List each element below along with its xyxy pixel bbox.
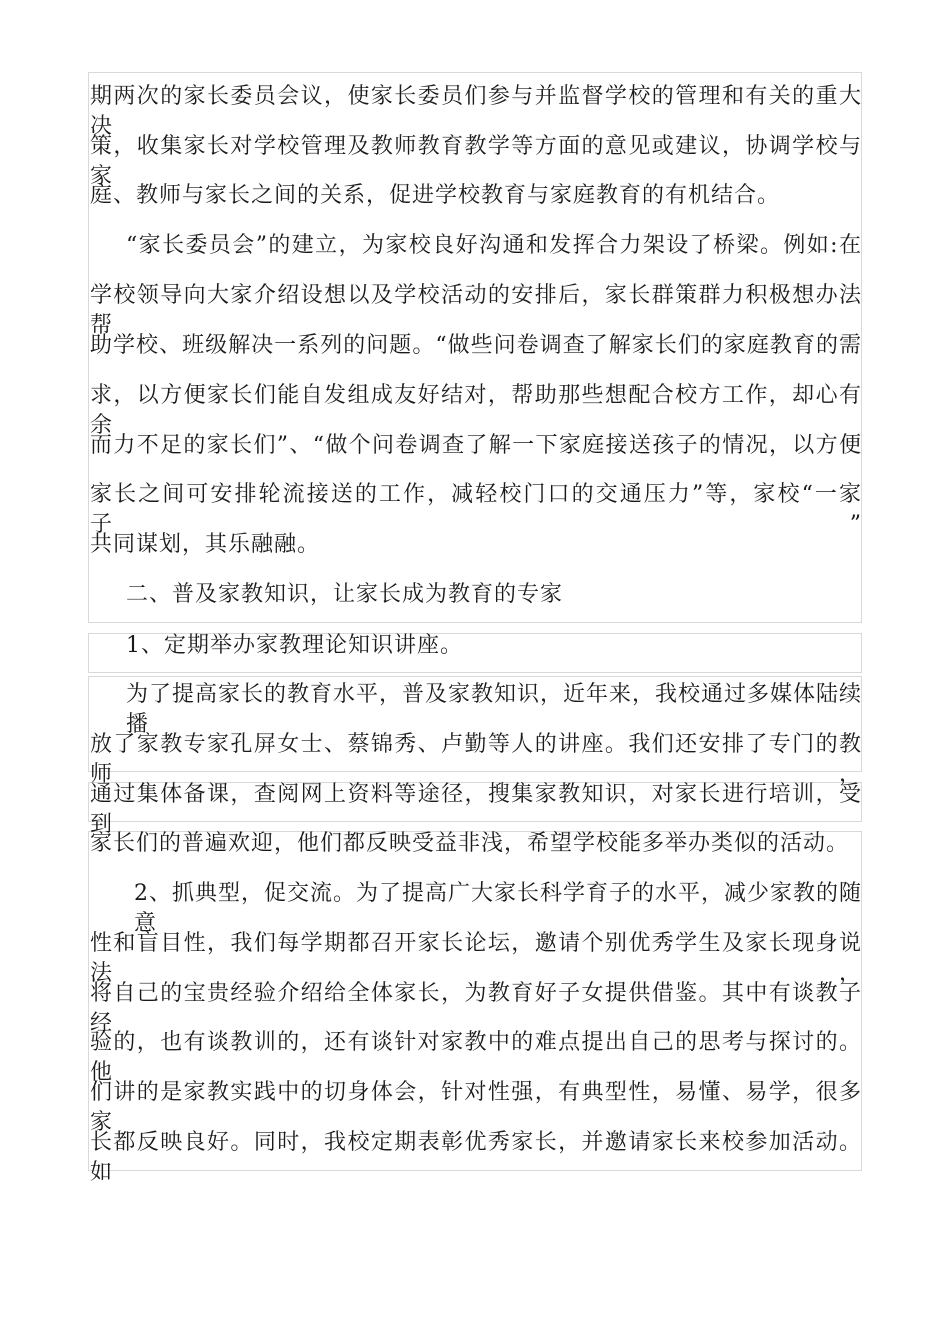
paragraph-line: 策，收集家长对学校管理及教师教育教学等方面的意见或建议，协调学校与家 [90, 134, 862, 189]
paragraph-line: 家长们的普遍欢迎，他们都反映受益非浅，希望学校能多举办类似的活动。 [90, 831, 850, 856]
paragraph-line: 求，以方便家长们能自发组成友好结对，帮助那些想配合校方工作，却心有余 [90, 383, 862, 438]
paragraph-line: 通过集体备课，查阅网上资料等途径，搜集家教知识，对家长进行培训，受到 [90, 782, 862, 837]
paragraph-line: 助学校、班级解决一系列的问题。“做些问卷调查了解家长们的家庭教育的需 [90, 333, 862, 358]
paragraph-line: 学校领导向大家介绍设想以及学校活动的安排后，家长群策群力积极想办法帮 [90, 283, 862, 338]
paragraph-line: 放了家教专家孔屏女士、蔡锦秀、卢勤等人的讲座。我们还安排了专门的教师， [90, 732, 862, 787]
paragraph-line: 性和盲目性，我们每学期都召开家长论坛，邀请个别优秀学生及家长现身说法， [90, 931, 862, 986]
paragraph-line: “家长委员会”的建立，为家校良好沟通和发挥合力架设了桥梁。例如:在 [126, 233, 862, 258]
paragraph-line: 家长之间可安排轮流接送的工作，减轻校门口的交通压力”等，家校“一家子” [90, 482, 862, 537]
paragraph-line: 为了提高家长的教育水平，普及家教知识，近年来，我校通过多媒体陆续播 [126, 682, 863, 737]
paragraph-line: 而力不足的家长们”、“做个问卷调查了解一下家庭接送孩子的情况，以方便 [90, 433, 862, 458]
paragraph-line: 庭、教师与家长之间的关系，促进学校教育与家庭教育的有机结合。 [90, 183, 781, 208]
paragraph-line: 2、抓典型，促交流。为了提高广大家长科学育子的水平，减少家教的随意 [134, 881, 862, 936]
paragraph-line: 验的，也有谈教训的，还有谈针对家教中的难点提出自己的思考与探讨的。他 [90, 1030, 862, 1085]
paragraph-line: 期两次的家长委员会议，使家长委员们参与并监督学校的管理和有关的重大决 [90, 84, 862, 139]
paragraph-line: 共同谋划，其乐融融。 [90, 532, 321, 557]
section-heading: 二、普及家教知识，让家长成为教育的专家 [126, 582, 564, 607]
subsection-heading: 1、定期举办家教理论知识讲座。 [126, 633, 463, 658]
paragraph-line: 们讲的是家教实践中的切身体会，针对性强，有典型性，易懂、易学，很多家 [90, 1080, 862, 1135]
paragraph-line: 将自己的宝贵经验介绍给全体家长，为教育好子女提供借鉴。其中有谈教子经 [90, 981, 862, 1036]
paragraph-line: 长都反映良好。同时，我校定期表彰优秀家长，并邀请家长来校参加活动。如 [90, 1130, 862, 1185]
